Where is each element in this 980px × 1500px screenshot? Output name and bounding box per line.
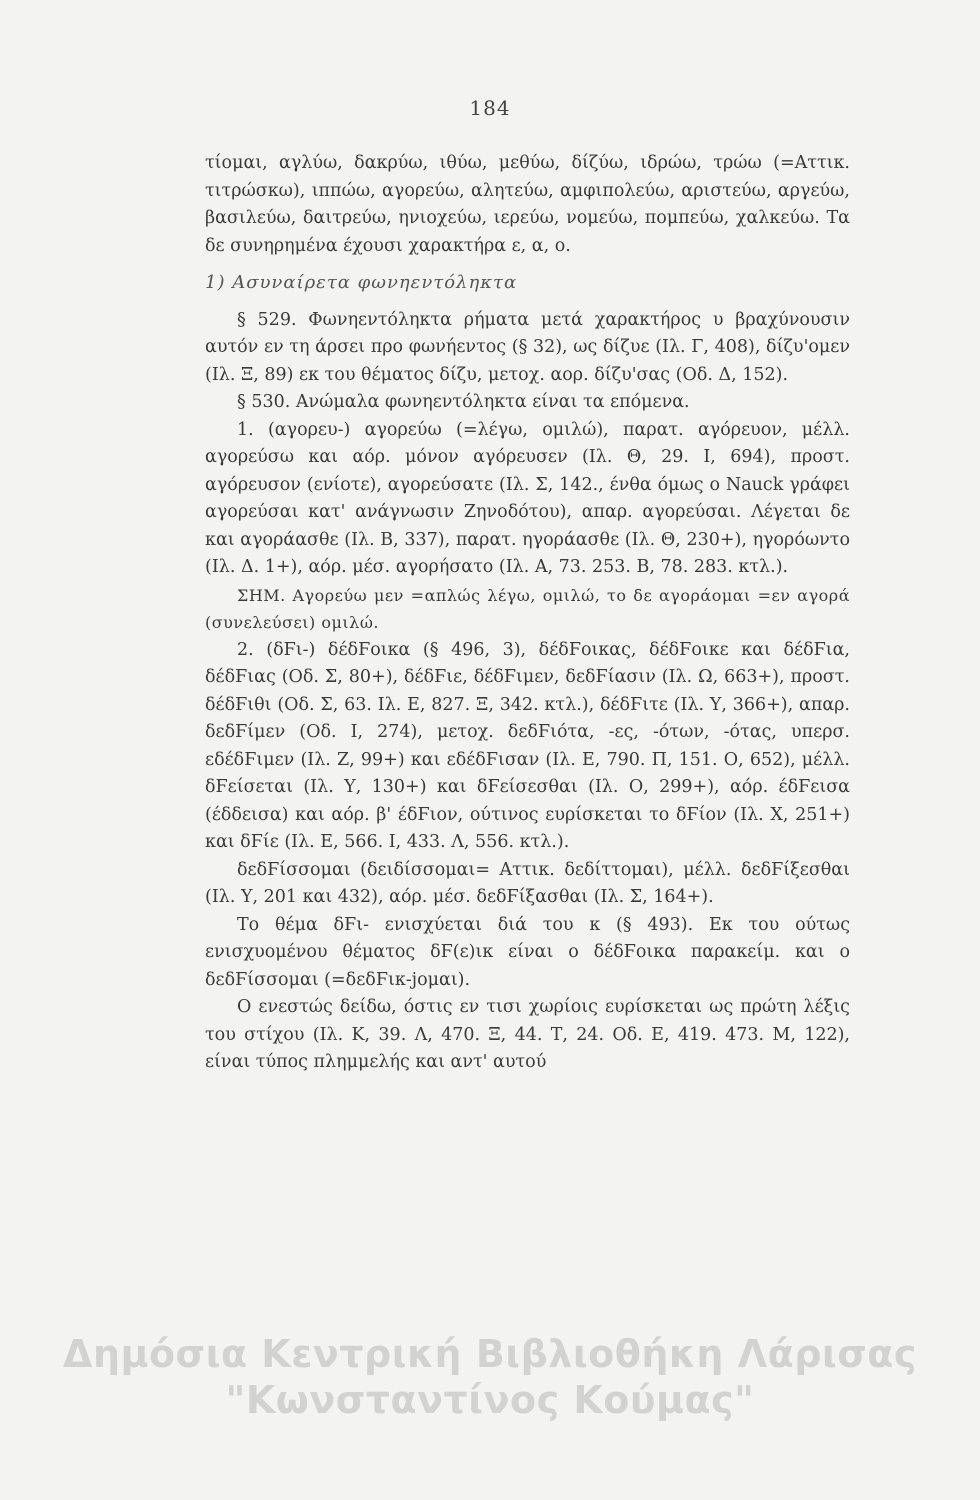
- paragraph-note: ΣΗΜ. Αγορεύω μεν =απλώς λέγω, ομιλώ, το δε αγοράομαι =εν αγορά (συνελεύσει) ομιλώ.: [205, 585, 850, 632]
- paragraph-item-2: 2. (δϜι-) δέδϜοικα (§ 496, 3), δέδϜοικας, δέδϜοικε και δέδϜια, δέδϜιας (Οδ. Σ, 80+), δέδϜιε, δέδϜιμεν, δεδϜίασιν (Ιλ. Ω, 663+), προστ. δέδϜιθι (Οδ. Σ, 63. Ιλ. Ε, 827. Ξ, 342. κτλ.), δέδϜιτε (Ιλ. Υ, 366+), απαρ. δεδϜίμεν (Οδ. Ι, 274), μετοχ. δεδϜιότα, -ες, -ότων, -ότας, υπερσ. εδέδϜιμεν (Ιλ. Ζ, 99+) και εδέδϜισαν (Ιλ. Ε, 790. Π, 151. Ο, 652), μέλλ. δϜείσεται (Ιλ. Υ, 130+) και δϜείσεσθαι (Ιλ. Ο, 299+), αόρ. έδϜεισα (έδδεισα) και αόρ. β' έδϜιον, ούτινος ευρίσκεται το δϜίον (Ιλ. Χ, 251+) και δϜίε (Ιλ. Ε, 566. Ι, 433. Λ, 556. κτλ.).: [205, 639, 850, 852]
- paragraph-530: § 530. Ανώμαλα φωνηεντόληκτα είναι τα επόμενα.: [237, 392, 690, 412]
- paragraph-theme: Το θέμα δϜι- ενισχύεται διά του κ (§ 493). Εκ του ούτως ενισχυομένου θέματος δϜ(ε)ικ είναι ο δέδϜοικα παρακείμ. και ο δεδϜίσσομαι (=δεδϜικ-jομαι).: [205, 914, 850, 990]
- library-watermark-line2: "Κωνσταντίνος Κούμας": [225, 1378, 755, 1422]
- body-text: [205, 150, 850, 1077]
- page-number: 184: [469, 96, 511, 120]
- library-watermark-line1: Δημόσια Κεντρική Βιβλιοθήκη Λάρισας: [63, 1332, 917, 1376]
- section-heading: 1) Ασυναίρετα φωνηεντόληκτα: [205, 272, 518, 293]
- paragraph-present-tense: Ο ενεστώς δείδω, όστις εν τισι χωρίοις ευρίσκεται ως πρώτη λέξις του στίχου (Ιλ. Κ, 39. Λ, 470. Ξ, 44. Τ, 24. Οδ. Ε, 419. 473. Μ, 122), είναι τύπος πλημμελής και αντ' αυτού: [205, 997, 850, 1072]
- paragraph-item-1: 1. (αγορευ-) αγορεύω (=λέγω, ομιλώ), παρατ. αγόρευον, μέλλ. αγορεύσω και αόρ. μόνον αγόρευσεν (Ιλ. Θ, 29. Ι, 694), προστ. αγόρευσον (ενίοτε), αγορεύσατε (Ιλ. Σ, 142., ένθα όμως ο Nauck γράφει αγορεύσαι κατ' ανάγνωσιν Ζηνοδότου), απαρ. αγορεύσαι. Λέγεται δε και αγοράασθε (Ιλ. Β, 337), παρατ. ηγοράασθε (Ιλ. Θ, 230+), ηγορόωντο (Ιλ. Δ. 1+), αόρ. μέσ. αγορήσατο (Ιλ. Α, 73. 253. Β, 78. 283. κτλ.).: [205, 419, 850, 577]
- paragraph-529: § 529. Φωνηεντόληκτα ρήματα μετά χαρακτήρος υ βραχύνουσιν αυτόν εν τη άρσει προ φωνήεντος (§ 32), ως δίζυε (Ιλ. Γ, 408), δίζυ'ομεν (Ιλ. Ξ, 89) εκ του θέματος δίζυ, μετοχ. αορ. δίζυ'σας (Οδ. Δ, 152).: [205, 309, 850, 385]
- paragraph-dedfissomai: δεδϜίσσομαι (δειδίσσομαι= Αττικ. δεδίττομαι), μέλλ. δεδϜίξεσθαι (Ιλ. Υ, 201 και 432), αόρ. μέσ. δεδϜίξασθαι (Ιλ. Σ, 164+).: [205, 859, 850, 907]
- paragraph-continued: τίομαι, αγλύω, δακρύω, ιθύω, μεθύω, δίζύω, ιδρώω, τρώω (=Αττικ. τιτρώσκω), ιππώω, αγορεύω, αλητεύω, αμφιπολεύω, αριστεύω, αργεύω, βασιλεύω, δαιτρεύω, ηνιοχεύω, ιερεύω, νομεύω, πομπεύω, χαλκεύω. Τα δε συνηρημένα έχουσι χαρακτήρα ε, α, ο.: [205, 153, 850, 256]
